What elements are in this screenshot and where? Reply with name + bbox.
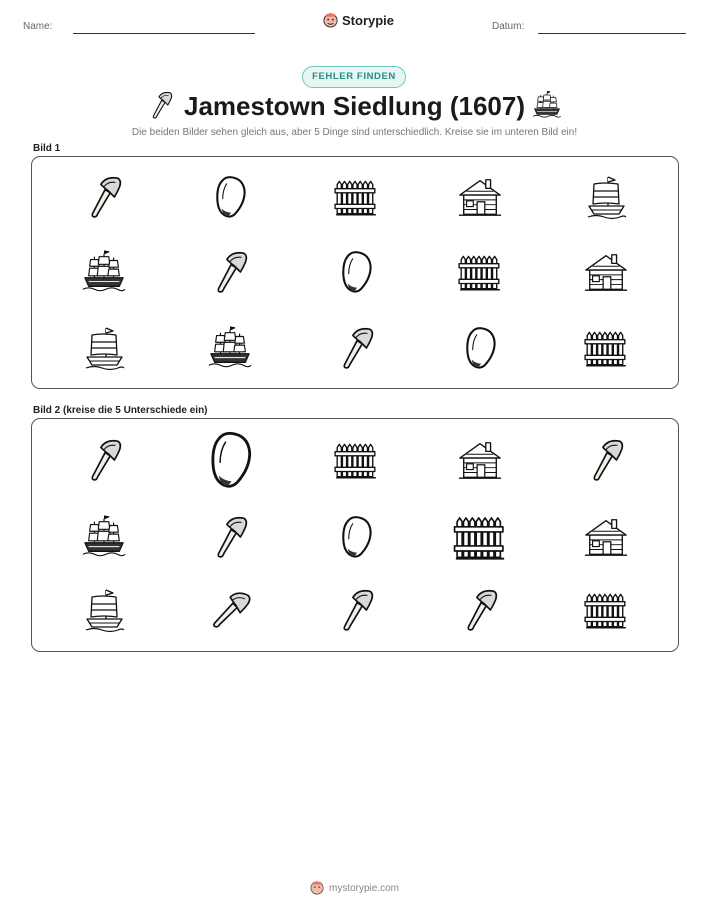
brand-logo	[323, 13, 394, 28]
sailboat-icon	[81, 587, 127, 633]
axe-icon	[333, 587, 379, 633]
brand-name: Storypie	[342, 13, 395, 28]
fence-icon	[452, 509, 508, 565]
log-cabin-icon	[457, 437, 503, 483]
axe-icon	[457, 587, 503, 633]
date-label: Datum:	[492, 21, 525, 32]
fence-icon	[333, 437, 379, 483]
fence-icon	[333, 174, 379, 220]
axe-icon	[583, 437, 629, 483]
log-cabin-icon	[457, 174, 503, 220]
storypie-mascot-icon	[323, 13, 338, 28]
log-cabin-icon	[583, 249, 629, 295]
sailing-ship-icon	[207, 325, 253, 371]
corn-kernel-icon	[207, 174, 253, 220]
corn-kernel-icon	[333, 514, 379, 560]
name-label: Name:	[23, 21, 53, 32]
footer	[0, 881, 709, 895]
storypie-mascot-icon	[310, 881, 324, 895]
sailing-ship-icon	[81, 249, 127, 295]
sailboat-icon	[583, 174, 629, 220]
worksheet-type-badge: FEHLER FINDEN	[302, 66, 406, 88]
fence-icon	[583, 325, 629, 371]
instructions: Die beiden Bilder sehen gleich aus, aber 5 Dinge sind unterschiedlich. Kreise sie im unteren Bild ein!	[131, 127, 578, 138]
axe-icon	[81, 437, 127, 483]
picture1-label: Bild 1	[33, 143, 61, 154]
axe-icon	[333, 325, 379, 371]
page-title: Jamestown Siedlung (1607)	[184, 91, 525, 121]
date-line[interactable]	[538, 33, 686, 34]
corn-kernel-icon	[457, 325, 503, 371]
footer-url[interactable]: mystorypie.com	[328, 882, 399, 894]
fence-icon	[457, 249, 503, 295]
sailboat-icon	[81, 325, 127, 371]
axe-icon	[207, 514, 253, 560]
picture2-label: Bild 2 (kreise die 5 Unterschiede ein)	[33, 405, 208, 416]
corn-kernel-icon	[199, 429, 261, 491]
corn-kernel-icon	[333, 249, 379, 295]
fence-icon	[583, 587, 629, 633]
title-ship-icon	[532, 90, 562, 120]
sailing-ship-icon	[81, 514, 127, 560]
axe-icon	[207, 249, 253, 295]
axe-icon	[81, 174, 127, 220]
log-cabin-icon	[583, 514, 629, 560]
name-line[interactable]	[73, 33, 255, 34]
